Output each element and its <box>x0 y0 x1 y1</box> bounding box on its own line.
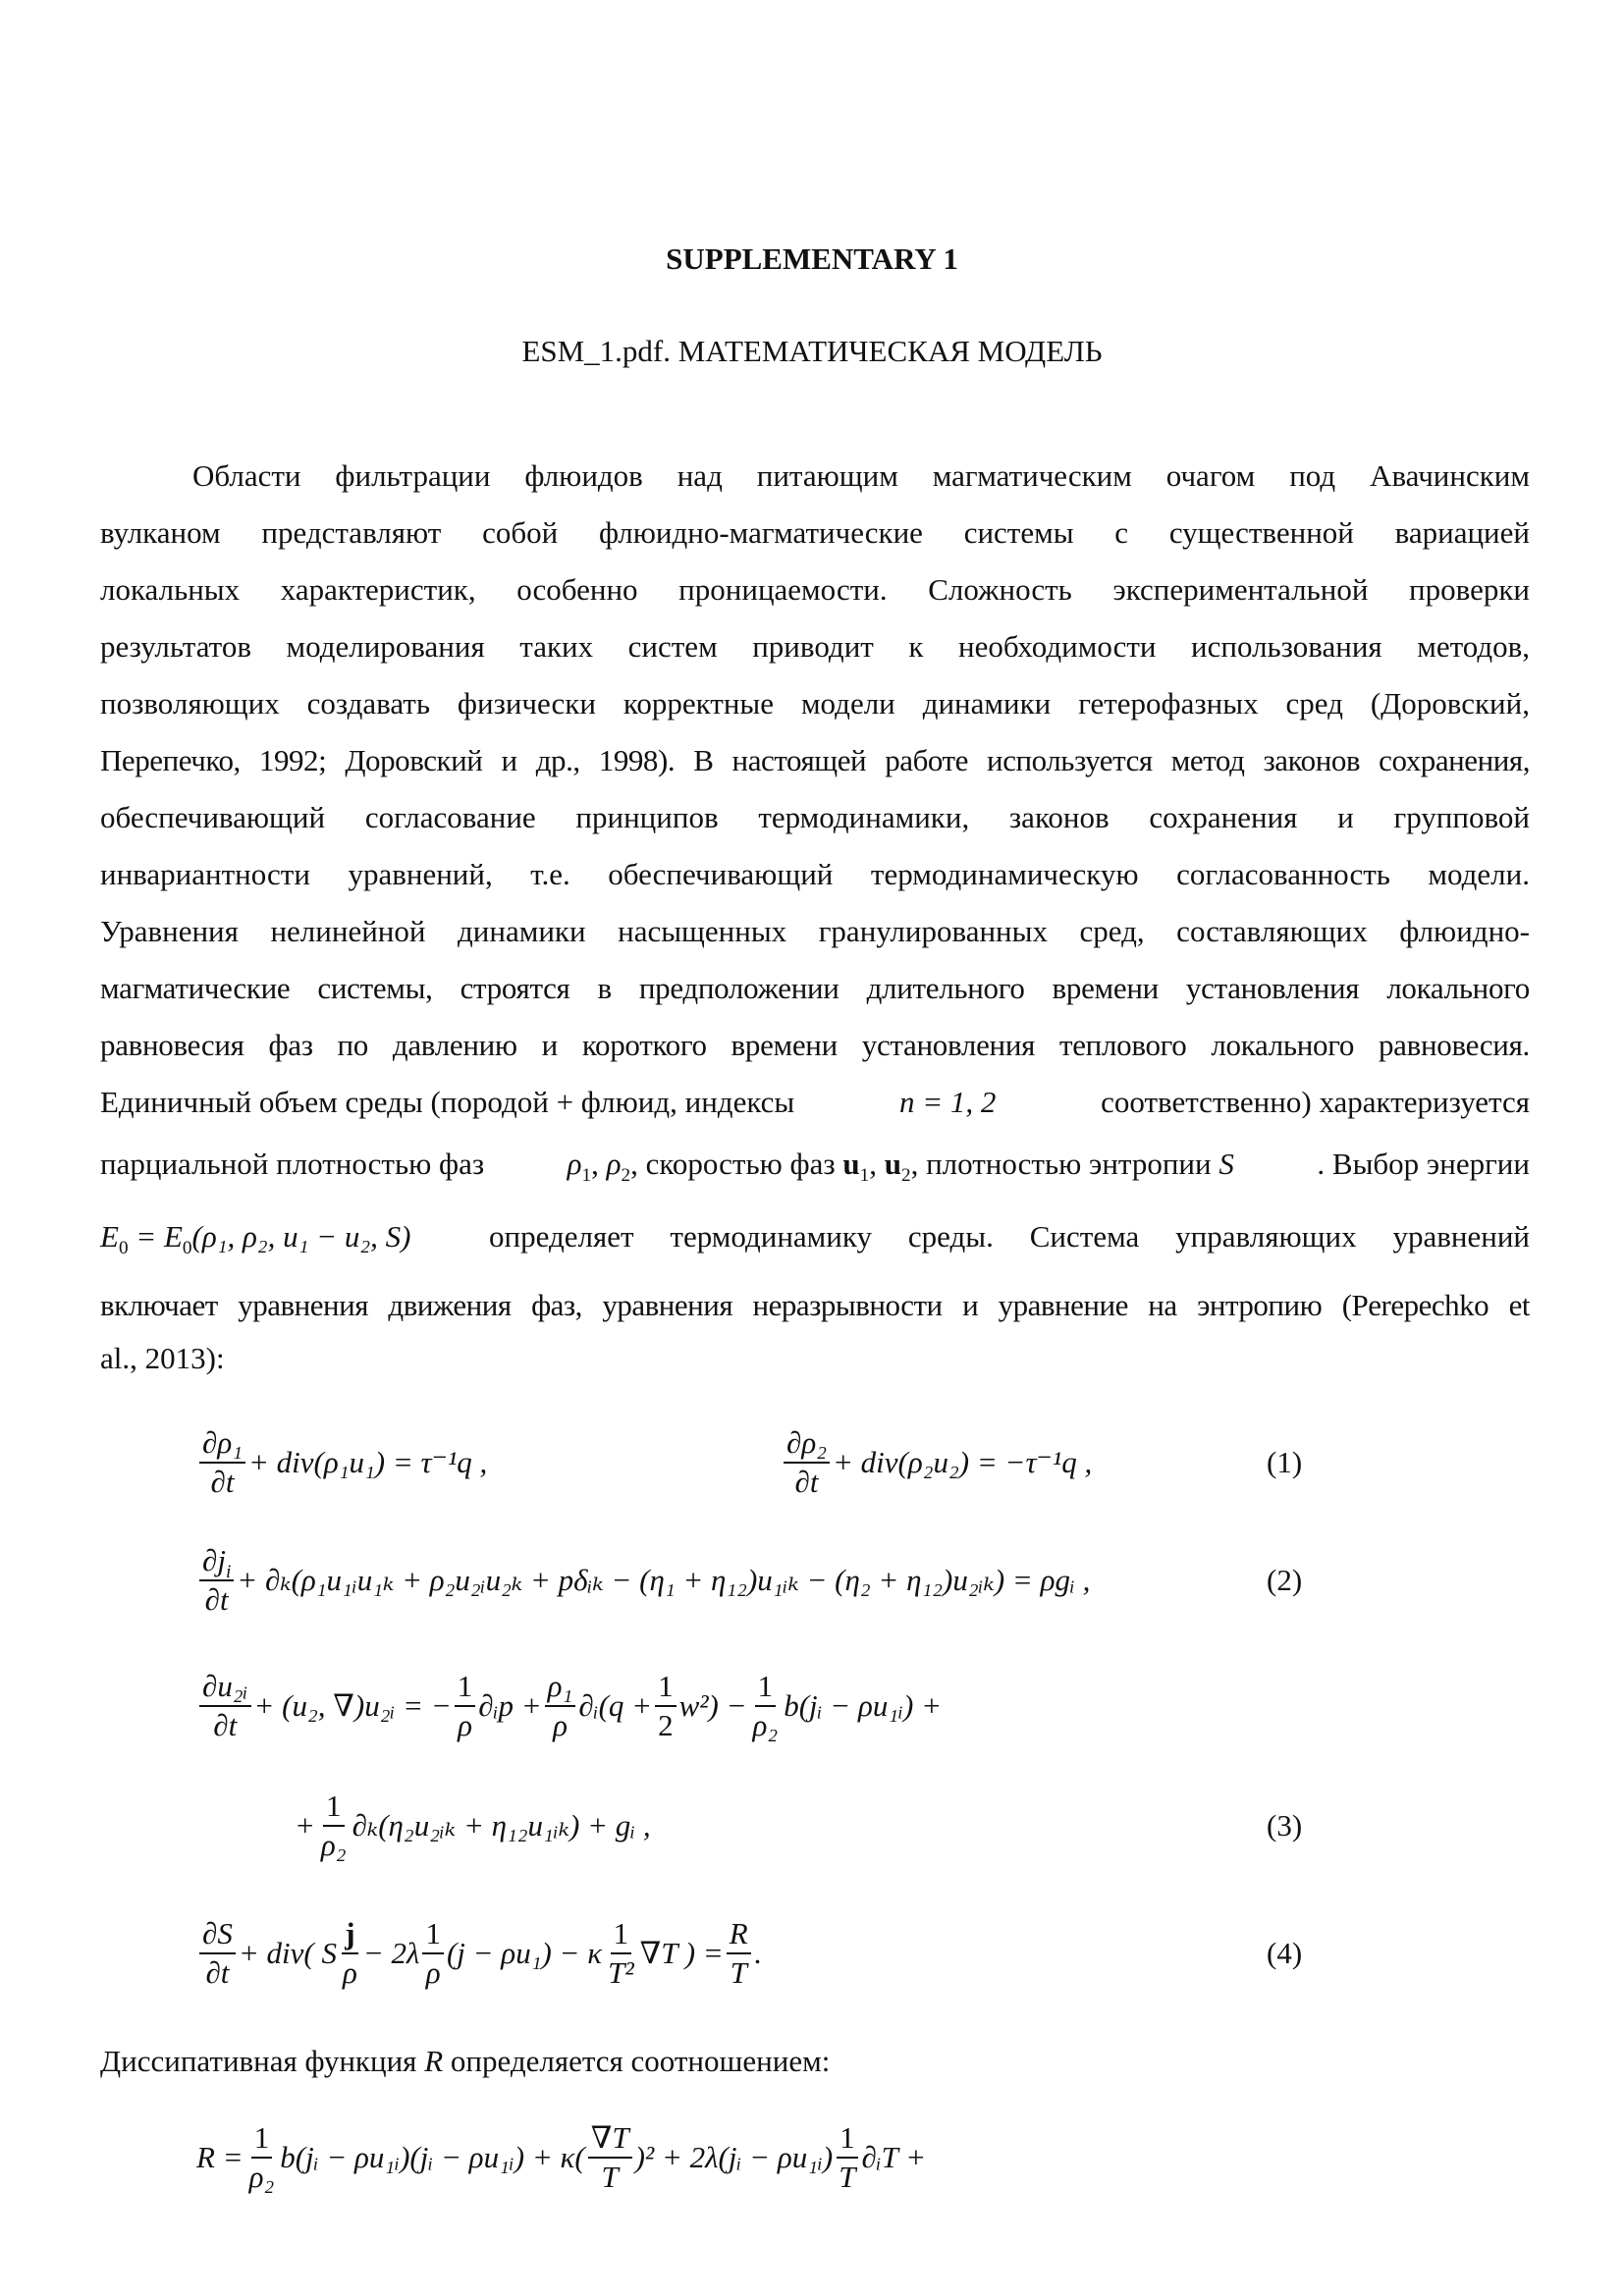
paragraph-line: обеспечивающий согласование принципов термодинамики, законов сохранения и групповой <box>100 800 1530 834</box>
paragraph-line: равновесия фаз по давлению и короткого времени установления теплового локального равновесия. <box>100 1028 1530 1062</box>
fraction-numerator: 1 <box>755 1669 777 1707</box>
paragraph-text: определяет термодинамику среды. Система управляющих уравнений <box>489 1219 1530 1254</box>
fraction-denominator: 2 <box>658 1708 674 1742</box>
paragraph-line-phases <box>100 1145 1530 1187</box>
fraction-denominator: T <box>730 1955 747 1990</box>
math-subscript: 2 <box>900 1165 911 1187</box>
math-subscript: 1 <box>859 1165 870 1187</box>
fraction <box>784 1425 830 1500</box>
subscript: i <box>225 1562 232 1583</box>
equation-number: (2) <box>1267 1563 1303 1597</box>
equation-body: )² + 2λ(jᵢ − ρu₁ᵢ) <box>634 2140 834 2174</box>
fraction-denominator: ∂t <box>205 1955 230 1990</box>
math-rho: ρ <box>567 1147 582 1181</box>
fraction-numerator: ∂u₂ᵢ <box>199 1669 251 1707</box>
fraction-denominator: T <box>601 2160 619 2194</box>
paragraph-line: al., 2013): <box>100 1341 225 1375</box>
equation-body: b(jᵢ − ρu₁ᵢ)(jᵢ − ρu₁ᵢ) + κ( <box>280 2140 585 2174</box>
fraction-numerator: j <box>342 1916 357 1954</box>
fraction <box>199 1425 245 1500</box>
equation-body: (j − ρu₁) − κ <box>446 1936 603 1970</box>
equation-2 <box>196 1543 1090 1618</box>
math-E: = E <box>135 1219 183 1254</box>
equation-body: ∂ₖ(η₂u₂ᵢₖ + η₁₂u₁ᵢₖ) + gᵢ , <box>352 1808 651 1842</box>
paragraph-text: , скоростью фаз <box>630 1147 836 1181</box>
fraction-numerator: ∂S <box>199 1916 236 1954</box>
fraction-numerator: 1 <box>422 1916 444 1954</box>
paragraph-line: Уравнения нелинейной динамики насыщенных гранулированных сред, составляющих флюидно- <box>100 914 1530 948</box>
paragraph-line: позволяющих создавать физически корректные модели динамики гетерофазных сред (Доровский, <box>100 686 1530 721</box>
equation-4 <box>196 1916 761 1991</box>
paragraph-text: . Выбор энергии <box>1317 1147 1530 1181</box>
math-rho: ρ <box>606 1147 622 1181</box>
fraction-denominator: ρ₂ <box>752 1708 779 1742</box>
math-entropy: S <box>1218 1147 1234 1181</box>
fraction-denominator: ρ <box>342 1955 357 1990</box>
equation-body: b(jᵢ − ρu₁ᵢ) + <box>784 1688 943 1723</box>
fraction <box>340 1916 360 1991</box>
equation-body: + ∂ₖ(ρ₁u₁ᵢu₁ₖ + ρ₂u₂ᵢu₂ₖ + pδᵢₖ − (η₁ + η₁₂)u₁ᵢₖ − (η₂ + η₁₂)u₂ᵢₖ) = ρgᵢ , <box>237 1563 1091 1597</box>
fraction <box>318 1789 350 1863</box>
paragraph-text: соответственно) характеризуется <box>1101 1085 1530 1119</box>
math-subscript: 2 <box>621 1165 631 1187</box>
fraction <box>246 2120 278 2195</box>
paragraph-line: результатов моделирования таких систем приводит к необходимости использования методов, <box>100 629 1530 664</box>
equation-body: − 2λ <box>362 1936 420 1970</box>
equation-1-left <box>196 1425 487 1500</box>
document-title: SUPPLEMENTARY 1 <box>666 241 958 276</box>
fraction <box>588 2120 632 2195</box>
math-u-vector: u <box>884 1147 901 1181</box>
paragraph-line: включает уравнения движения фаз, уравнения неразрывности и уравнение на энтропию (Perepechko et <box>100 1288 1530 1322</box>
fraction-numerator: 1 <box>323 1789 345 1827</box>
fraction-numerator: 1 <box>655 1669 677 1707</box>
equation-body: ∂ᵢT + <box>861 2140 927 2174</box>
paragraph-line: локальных характеристик, особенно проницаемости. Сложность экспериментальной проверки <box>100 572 1530 607</box>
fraction-denominator: ρ <box>553 1708 568 1742</box>
math-comma: , <box>869 1147 877 1181</box>
fraction-numerator: ∂ρ₂ <box>784 1425 830 1464</box>
fraction-numerator: 1 <box>251 2120 273 2159</box>
document-subtitle: ESM_1.pdf. МАТЕМАТИЧЕСКАЯ МОДЕЛЬ <box>521 334 1103 368</box>
equation-body: + div( S <box>238 1936 337 1970</box>
fraction-numerator <box>199 1543 234 1581</box>
equation-number: (3) <box>1267 1808 1303 1842</box>
math-indices: n = 1, 2 <box>898 1085 997 1119</box>
math-E: E <box>100 1219 119 1254</box>
fraction-denominator: ∂t <box>794 1465 819 1499</box>
fraction <box>605 1916 637 1991</box>
fraction-denominator: ∂t <box>204 1582 229 1617</box>
math-subscript: 0 <box>118 1238 129 1259</box>
equation-body: + <box>295 1808 315 1842</box>
fraction <box>455 1669 476 1743</box>
math-subscript: 0 <box>182 1238 192 1259</box>
paragraph-text: определяется соотношением: <box>450 2044 831 2078</box>
equation-body: . <box>753 1936 762 1970</box>
fraction-denominator: ρ₂ <box>248 2160 275 2194</box>
math-comma: , <box>591 1147 599 1181</box>
paragraph-line: вулканом представляют собой флюидно-магматические системы с существенной вариацией <box>100 515 1530 550</box>
equation-body: ∂ᵢp + <box>478 1688 542 1723</box>
paragraph-line: Области фильтрации флюидов над питающим магматическим очагом под Авачинским <box>192 458 1530 493</box>
equation-3-line-1 <box>196 1669 942 1743</box>
fraction-denominator: ρ <box>425 1955 441 1990</box>
fraction-numerator: 1 <box>611 1916 632 1954</box>
fraction-numerator: ∂ρ₁ <box>199 1425 245 1464</box>
fraction-numerator: ρ₁ <box>545 1669 576 1707</box>
fraction <box>836 2120 858 2195</box>
dissipation-equation <box>196 2120 926 2195</box>
equation-body: + div(ρ₁u₁) = τ⁻¹q , <box>247 1445 488 1479</box>
equation-body: + (u₂, ∇)u₂ᵢ = − <box>253 1688 452 1723</box>
fraction-numerator: 1 <box>455 1669 476 1707</box>
equation-body: R = <box>196 2140 244 2174</box>
fraction-denominator: ρ <box>458 1708 472 1742</box>
fraction-numerator: 1 <box>837 2120 858 2159</box>
dissipation-intro <box>100 2042 830 2081</box>
equation-body: + div(ρ₂u₂) = −τ⁻¹q , <box>832 1445 1093 1479</box>
fraction <box>199 1669 251 1743</box>
math-subscript: 1 <box>581 1165 592 1187</box>
paragraph-line: магматические системы, строятся в предположении длительного времени установления локального <box>100 971 1530 1005</box>
fraction <box>545 1669 576 1743</box>
equation-number: (4) <box>1267 1936 1303 1970</box>
paragraph-line: Перепечко, 1992; Доровский и др., 1998). В настоящей работе используется метод законов сохранения, <box>100 743 1530 777</box>
equation-body: ∇T ) = <box>639 1936 724 1970</box>
fraction <box>199 1543 234 1618</box>
paragraph-text: Диссипативная функция <box>100 2044 417 2078</box>
equation-body: w²) − <box>678 1688 747 1723</box>
paragraph-text: , плотностью энтропии <box>910 1147 1212 1181</box>
fraction <box>655 1669 677 1743</box>
fraction-denominator: ∂t <box>213 1708 238 1742</box>
fraction-denominator: T <box>839 2160 856 2194</box>
paragraph-text: парциальной плотностью фаз <box>100 1147 485 1181</box>
paragraph-text: Единичный объем среды (породой + флюид, индексы <box>100 1085 795 1119</box>
fraction-denominator: ∂t <box>210 1465 235 1499</box>
paragraph-line-indices <box>100 1083 1530 1122</box>
fraction <box>199 1916 236 1991</box>
fraction <box>727 1916 751 1991</box>
math-args: (ρ₁, ρ₂, u₁ − u₂, S) <box>191 1219 411 1254</box>
equation-1-right <box>781 1425 1092 1500</box>
fraction <box>422 1916 444 1991</box>
fraction-denominator: T² <box>608 1955 634 1990</box>
equation-3-line-2 <box>295 1789 651 1863</box>
fraction <box>750 1669 782 1743</box>
equation-body: ∂ᵢ(q + <box>578 1688 653 1723</box>
paragraph-line-energy <box>100 1217 1530 1259</box>
numerator-text: ∂j <box>202 1543 226 1577</box>
math-energy <box>100 1217 411 1259</box>
fraction-numerator: R <box>727 1916 751 1954</box>
paragraph-text <box>489 1217 1530 1256</box>
paragraph-line: инвариантности уравнений, т.е. обеспечивающий термодинамическую согласованность модели. <box>100 857 1530 891</box>
math-u-vector: u <box>842 1147 860 1181</box>
fraction-numerator: ∇T <box>588 2120 632 2159</box>
math-R: R <box>424 2044 444 2078</box>
equation-number: (1) <box>1267 1445 1303 1479</box>
fraction-denominator: ρ₂ <box>320 1828 347 1862</box>
